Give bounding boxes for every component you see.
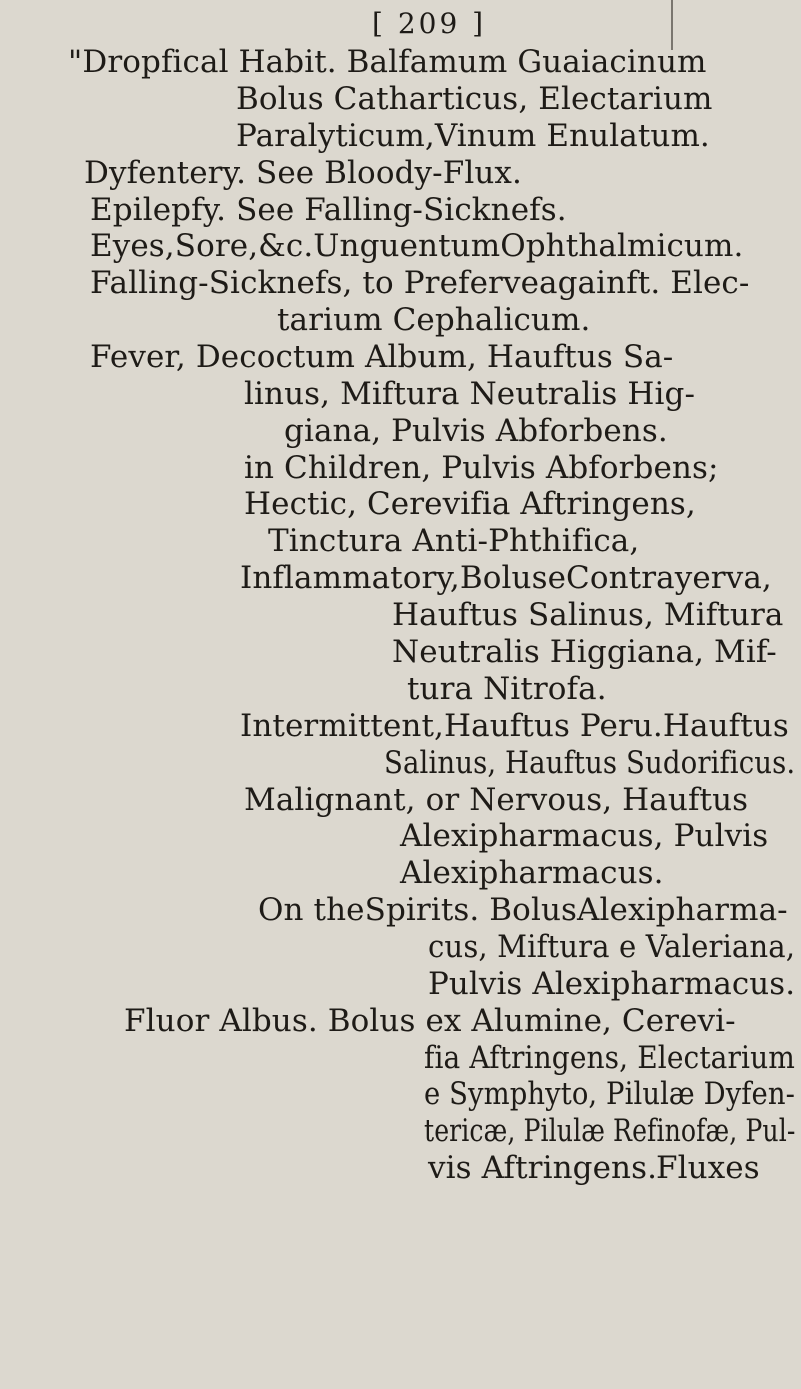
text-line: Alexipharmacus. xyxy=(400,855,664,891)
text-line: Bolus Catharticus, Electarium xyxy=(236,81,713,117)
catchword: Fluxes xyxy=(656,1150,760,1186)
text-line: Epilepfy. See Falling-Sicknefs. xyxy=(90,192,567,228)
text-line: vis Aftringens. xyxy=(428,1150,658,1186)
text-line: On theSpirits. BolusAlexipharma- xyxy=(258,892,788,928)
text-line: "Dropfical Habit. Balfamum Guaiacinum xyxy=(68,44,707,80)
text-line: cus, Miftura e Valeriana, xyxy=(428,929,796,965)
text-line: Pulvis Alexipharmacus. xyxy=(428,966,796,1002)
text-line: tura Nitrofa. xyxy=(407,671,607,707)
text-line: Neutralis Higgiana, Mif- xyxy=(392,634,777,670)
text-line: Salinus, Hauftus Sudorificus. xyxy=(384,745,796,781)
text-line: Malignant, or Nervous, Hauftus xyxy=(244,782,749,818)
page-edge-mark xyxy=(671,0,673,50)
text-line: e Symphyto, Pilulæ Dyfen- xyxy=(424,1076,795,1112)
text-line: in Children, Pulvis Abforbens; xyxy=(244,450,719,486)
text-line: Hauftus Salinus, Miftura xyxy=(392,597,784,633)
text-line: Eyes,Sore,&c.UnguentumOphthalmicum. xyxy=(90,228,744,264)
text-line: tericæ, Pilulæ Refinofæ, Pul- xyxy=(424,1113,796,1149)
text-line: Fluor Albus. Bolus ex Alumine, Cerevi- xyxy=(124,1003,736,1039)
text-line: Intermittent,Hauftus Peru.Hauftus xyxy=(240,708,789,744)
text-line: Dyfentery. See Bloody-Flux. xyxy=(84,155,522,191)
text-line: Hectic, Cerevifia Aftringens, xyxy=(244,486,696,522)
text-line: giana, Pulvis Abforbens. xyxy=(284,413,668,449)
text-line: Paralyticum,Vinum Enulatum. xyxy=(236,118,710,154)
text-line: Alexipharmacus, Pulvis xyxy=(400,818,769,854)
text-line: Falling-Sicknefs, to Preferveagainft. Elec- xyxy=(90,265,750,301)
text-line: tarium Cephalicum. xyxy=(277,302,591,338)
page-number: [ 209 ] xyxy=(372,7,487,40)
text-line: Fever, Decoctum Album, Hauftus Sa- xyxy=(90,339,674,375)
text-line: linus, Miftura Neutralis Hig- xyxy=(244,376,696,412)
text-line: Inflammatory,BoluseContrayerva, xyxy=(240,560,772,596)
text-line: fia Aftringens, Electarium xyxy=(424,1040,795,1076)
text-line: Tinctura Anti-Phthifica, xyxy=(268,523,640,559)
